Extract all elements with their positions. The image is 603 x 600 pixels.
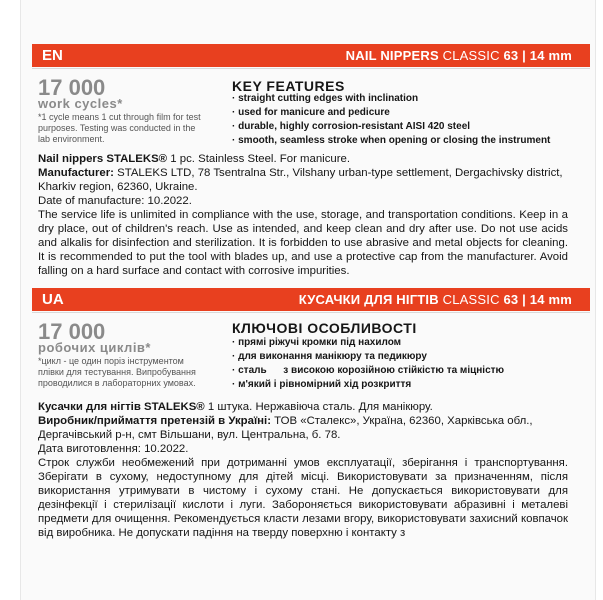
product-title-size: 63 | 14 mm — [503, 48, 572, 63]
product-desc: 1 pc. Stainless Steel. For manicure. — [167, 153, 351, 165]
manufacturer-value: ТОВ «Сталекс», Україна, 62360, Харківська обл., Дергачівський р-н, смт Вільшани, вул. Центральна, б. 78. — [38, 415, 533, 441]
product-title — [299, 292, 572, 307]
work-cycles-note: *1 cycle means 1 cut through film for test purposes. Testing was conducted in the lab environment. — [38, 112, 201, 144]
en-banner — [32, 44, 590, 67]
service-life-text: The service life is unlimited in compliance with the use, storage, and transportation conditions. Keep in a dry place, out of children's reach. Use as intended, and keep clean and dry after use. Do not use acids and alkalis for disinfection and sterilization. It is forbidden to use abrasive and metal objects for cleaning. It is recommended to put the tool with blades up, and use a protective cap from the manufacturer. Avoid falling on a hard surface and contact with corrosive impurities. — [38, 209, 568, 277]
section-divider — [32, 312, 590, 313]
work-cycles-note: *цикл - це один поріз інструментом плівки для тестування. Випробування проводилися в лабораторних умовах. — [38, 356, 196, 388]
key-features-list — [232, 92, 550, 148]
feature-item: · прямі ріжучі кромки під нахилом — [232, 336, 504, 350]
product-title — [346, 48, 572, 63]
service-life-text: Строк служби необмежений при дотриманні умов експлуатації, зберігання і транспортування. Зберігати в сухому, недоступному для дітей місці. Використовувати за призначенням, після використання утримувати в чистому і сухому стані. Не допускається використовувати для дезінфекції і стерилізації кислоти і луги. Забороняється використовувати абразивні і металеві предмети для очищення. Рекомендується класти лезами вгору, використовувати захисний ковпачок від виробника. Не допускати падіння на тверду поверхню і контакту з — [38, 457, 568, 539]
key-features-list — [232, 336, 504, 392]
language-code: UA — [42, 291, 64, 308]
product-title-line: CLASSIC — [442, 292, 500, 307]
ua-description — [38, 400, 568, 456]
section-divider — [32, 68, 590, 69]
work-cycles-label: робочих циклів* — [38, 340, 151, 355]
product-title-line: CLASSIC — [442, 48, 500, 63]
product-title-bold: КУСАЧКИ ДЛЯ НІГТІВ — [298, 292, 439, 307]
feature-item: · для виконання манікюру та педикюру — [232, 350, 504, 364]
product-desc: 1 штука. Нержавіюча сталь. Для манікюру. — [204, 401, 433, 413]
manufacture-date: Date of manufacture: 10.2022. — [38, 195, 192, 207]
product-title-bold: NAIL NIPPERS — [345, 48, 439, 63]
feature-item: · durable, highly corrosion-resistant AISI 420 steel — [232, 120, 550, 134]
manufacturer-label: Виробник/приймаття претензій в Україні: — [38, 415, 272, 427]
feature-item: · сталь з високою корозійною стійкістю та міцністю — [232, 364, 504, 378]
manufacturer-label: Manufacturer: — [38, 167, 114, 179]
manufacture-date: Дата виготовлення: 10.2022. — [38, 443, 189, 455]
feature-item: · м'який і рівномірний хід розкриття — [232, 378, 504, 392]
work-cycles-number: 17 000 — [38, 319, 106, 344]
en-description — [38, 152, 568, 208]
en-service-text — [38, 208, 568, 278]
feature-item: · smooth, seamless stroke when opening or closing the instrument — [232, 134, 550, 148]
work-cycles-number: 17 000 — [38, 75, 106, 100]
feature-item: · used for manicure and pedicure — [232, 106, 550, 120]
feature-item: · straight cutting edges with inclination — [232, 92, 550, 106]
manufacturer-value: STALEKS LTD, 78 Tsentralna Str., Vilshany urban-type settlement, Dergachivsky district, Kharkiv region, 62360, Ukraine. — [38, 167, 563, 193]
product-name: Nail nippers STALEKS® — [38, 153, 168, 165]
product-name: Кусачки для нігтів STALEKS® — [38, 401, 205, 413]
ua-banner — [32, 288, 590, 311]
product-title-size: 63 | 14 mm — [503, 292, 572, 307]
language-code: EN — [42, 47, 63, 64]
work-cycles-label: work cycles* — [38, 96, 123, 111]
ua-service-text — [38, 456, 568, 540]
key-features-title: KEY FEATURES — [232, 78, 345, 94]
key-features-title: КЛЮЧОВІ ОСОБЛИВОСТІ — [232, 320, 417, 336]
